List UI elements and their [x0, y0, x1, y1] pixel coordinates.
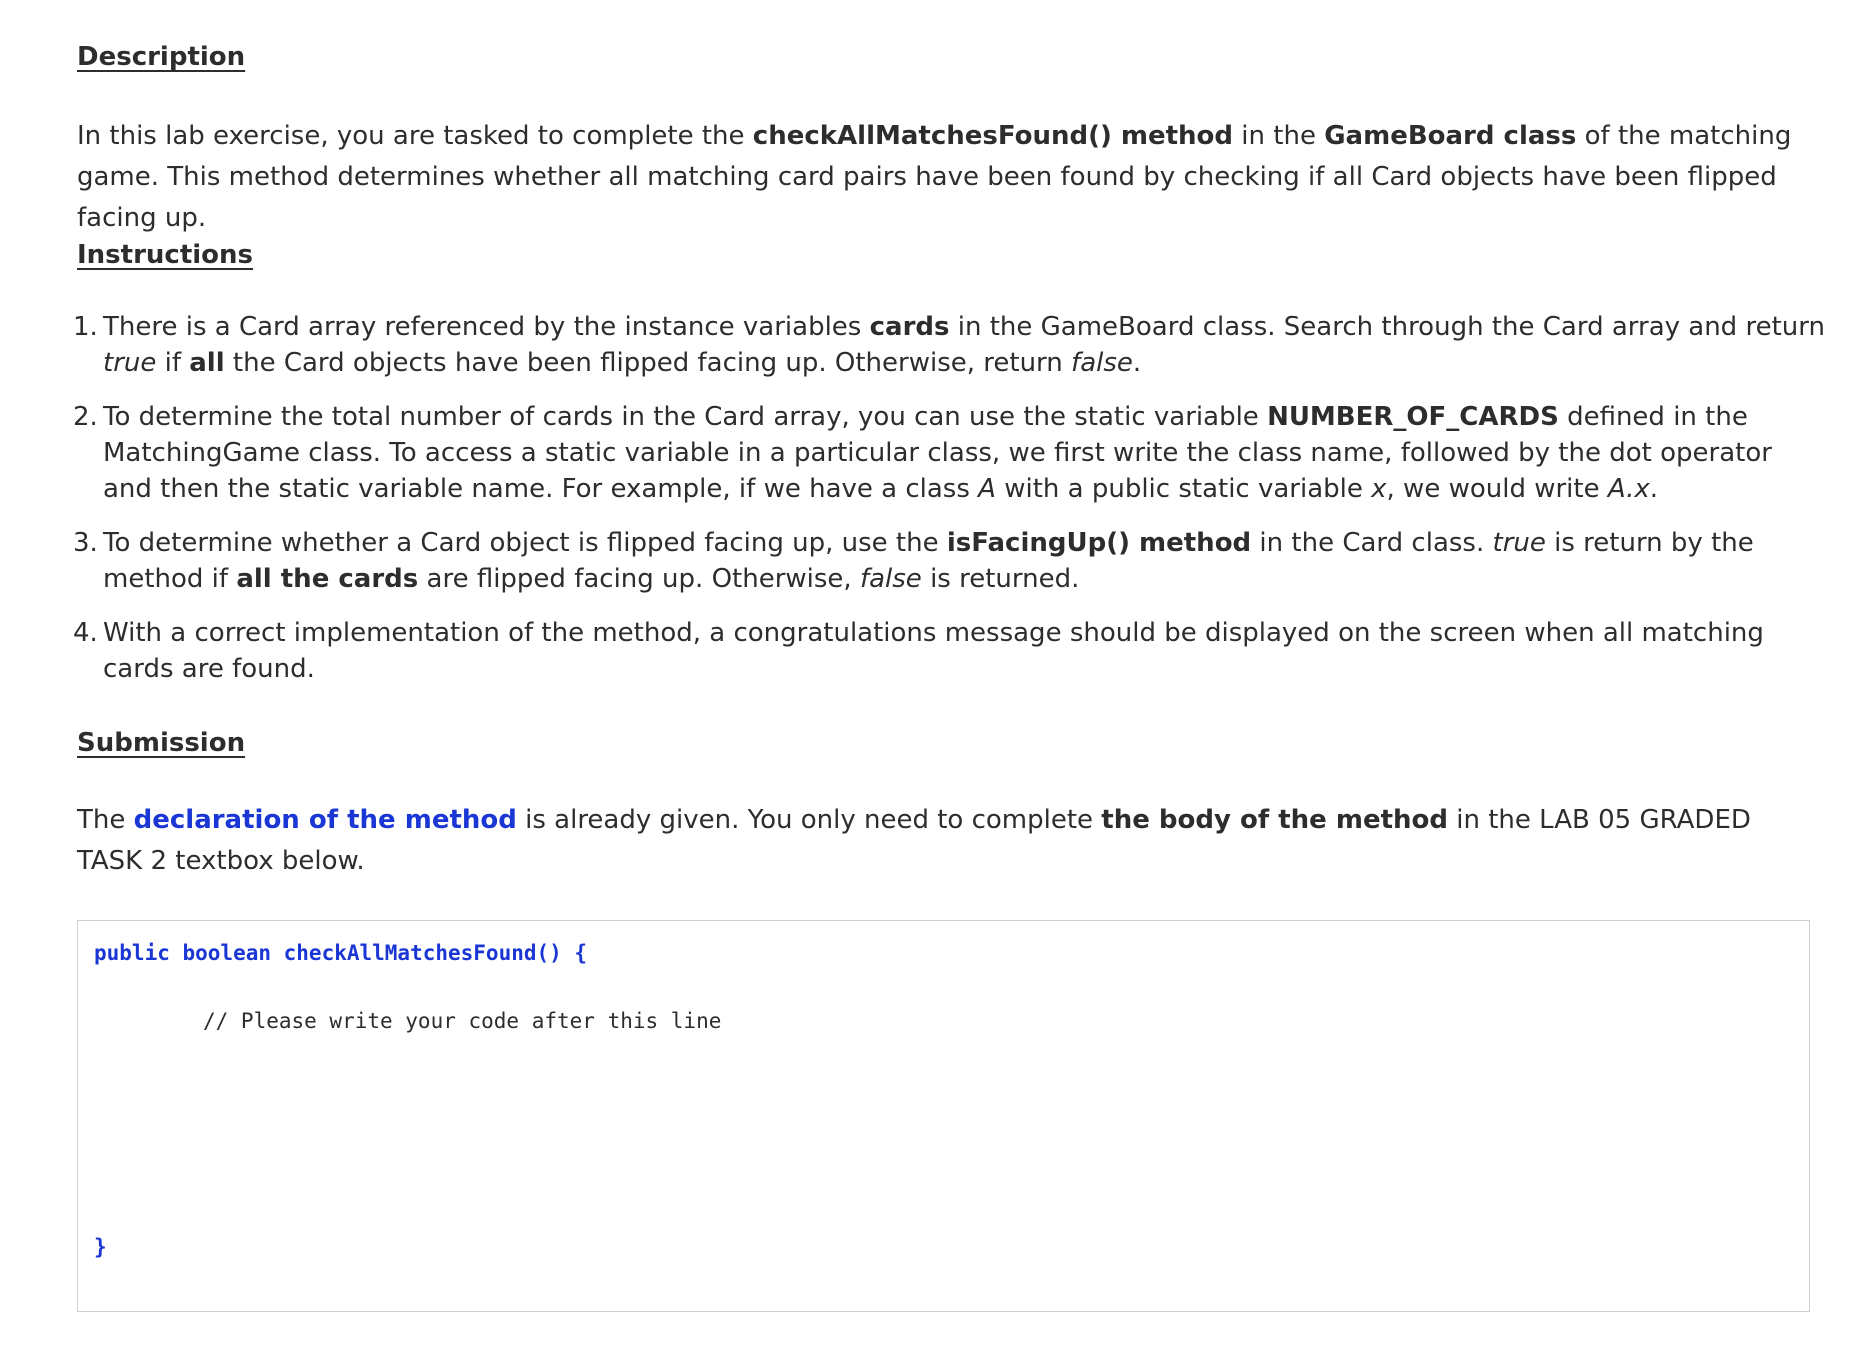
list-item [73, 525, 1827, 597]
submission-paragraph [77, 800, 1817, 882]
method-name-emphasis: checkAllMatchesFound() method [752, 121, 1234, 151]
class-name-emphasis: GameBoard class [1324, 121, 1577, 151]
list-item [73, 399, 1827, 507]
description-text: of the matching game. This method determines whether all matching card pairs have been found by checking if all Card objects have been flipped facing up. [77, 121, 1792, 233]
instruction-text: To determine whether a Card object is flipped facing up, use the [103, 528, 947, 558]
emphasis: all [189, 348, 225, 378]
instruction-text: . [1649, 474, 1659, 504]
instructions-list [73, 309, 1827, 705]
list-number: 4. [73, 618, 98, 648]
description-text: in the [1233, 121, 1325, 151]
instruction-text: , we would write [1386, 474, 1608, 504]
emphasis: all the cards [236, 564, 419, 594]
instruction-text: With a correct implementation of the method, a congratulations message should be displayed on the screen when all matching cards are found. [103, 618, 1764, 684]
instruction-text: is returned. [921, 564, 1080, 594]
description-text: In this lab exercise, you are tasked to complete the [77, 121, 753, 151]
emphasis-italic: false [1071, 348, 1133, 378]
emphasis: isFacingUp() method [946, 528, 1252, 558]
submission-heading: Submission [77, 728, 246, 758]
closing-brace: } [94, 1235, 107, 1259]
submission-text: is already given. You only need to complete [516, 805, 1102, 835]
body-emphasis: the body of the method [1101, 805, 1448, 835]
code-block [77, 920, 1810, 1312]
list-number: 3. [73, 528, 98, 558]
list-item [73, 309, 1827, 381]
list-number: 1. [73, 312, 98, 342]
emphasis-italic: A [978, 474, 996, 504]
instruction-text: is return by the method if [103, 528, 1754, 594]
instruction-text: in the Card class. [1251, 528, 1493, 558]
description-paragraph [77, 116, 1817, 239]
instruction-text: the Card objects have been flipped facing up. Otherwise, return [224, 348, 1072, 378]
list-number: 2. [73, 402, 98, 432]
instruction-text: . [1132, 348, 1142, 378]
emphasis-italic: false [859, 564, 922, 594]
list-item [73, 615, 1827, 687]
submission-text: in the LAB 05 GRADED TASK 2 textbox below. [77, 805, 1751, 876]
declaration-emphasis: declaration of the method [133, 805, 517, 835]
emphasis-italic: x [1371, 474, 1387, 504]
emphasis-italic: true [1492, 528, 1546, 558]
instruction-text: There is a Card array referenced by the instance variables [103, 312, 870, 342]
instruction-text: defined in the MatchingGame class. To access a static variable in a particular class, we first write the class name, followed by the dot operator and then the static variable name. For example, if we have a class [103, 402, 1772, 504]
emphasis-italic: true [103, 348, 157, 378]
description-heading: Description [77, 42, 246, 72]
emphasis-italic: A.x [1607, 474, 1650, 504]
instruction-text: with a public static variable [995, 474, 1372, 504]
method-signature: public boolean checkAllMatchesFound() { [94, 941, 588, 965]
code-comment: // Please write your code after this line [203, 1009, 722, 1033]
instruction-text: are flipped facing up. Otherwise, [418, 564, 860, 594]
instructions-heading: Instructions [77, 240, 254, 270]
emphasis: NUMBER_OF_CARDS [1267, 402, 1559, 432]
submission-text: The [77, 805, 134, 835]
instruction-text: To determine the total number of cards in the Card array, you can use the static variable [103, 402, 1268, 432]
instruction-text: if [156, 348, 190, 378]
instruction-text: in the GameBoard class. Search through the Card array and return [949, 312, 1825, 342]
emphasis: cards [869, 312, 950, 342]
